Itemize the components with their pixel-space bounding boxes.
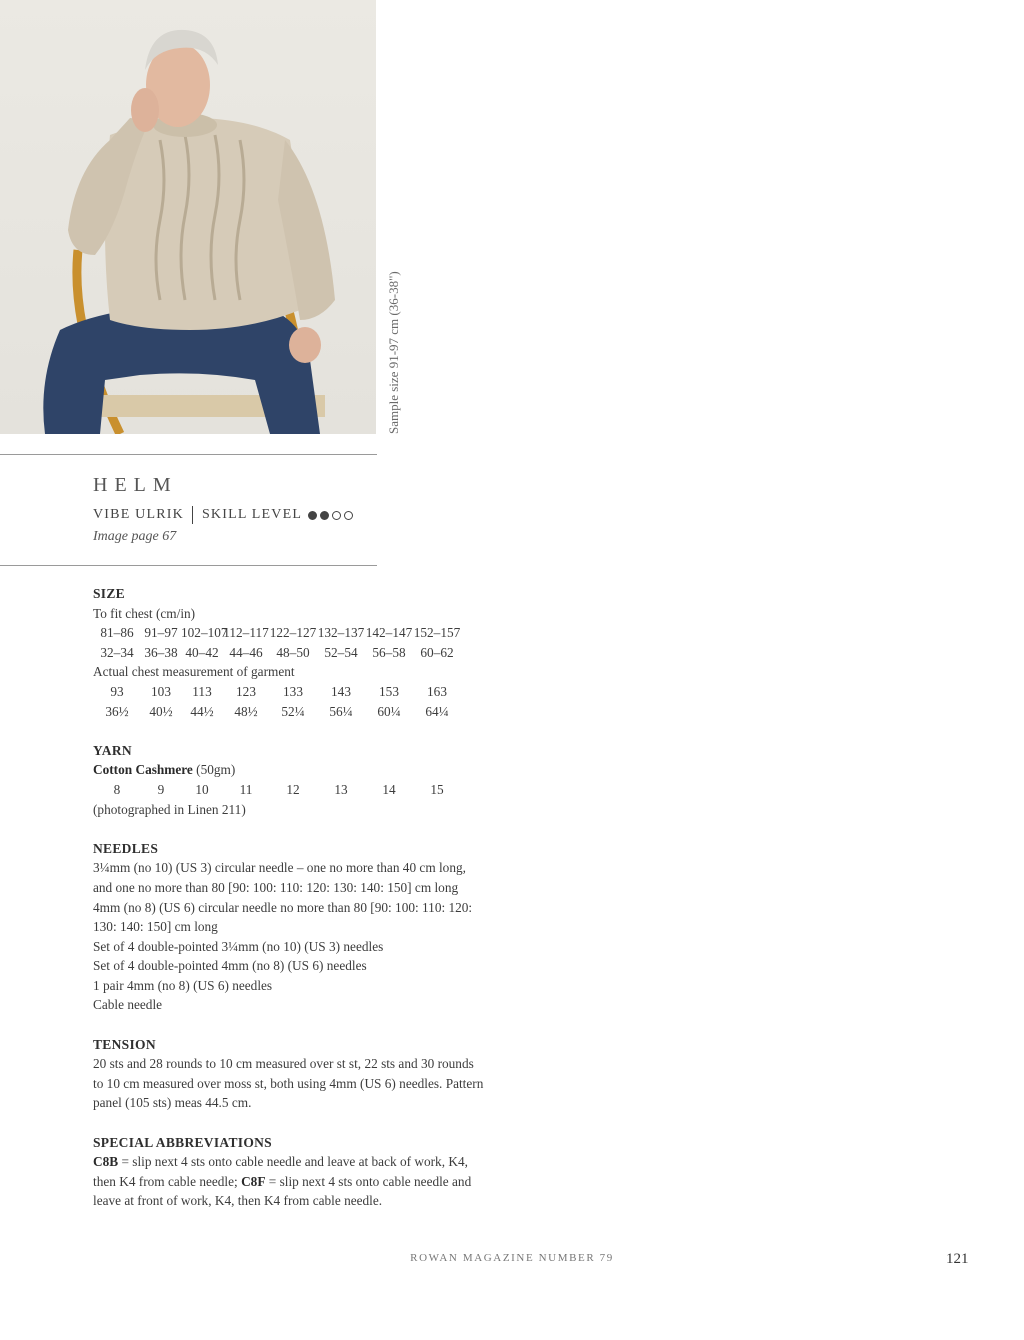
- size-value: 40½: [149, 703, 173, 719]
- page-number: 121: [946, 1251, 969, 1267]
- abbreviations-section: [93, 1133, 513, 1211]
- skill-dot-empty: [332, 511, 341, 520]
- needle-line: 3¼mm (no 10) (US 3) circular needle – one no more than 40 cm long,: [93, 860, 466, 876]
- yarn-note: (photographed in Linen 211): [93, 801, 246, 817]
- yarn-name: Cotton Cashmere: [93, 762, 193, 778]
- skill-dot-empty: [344, 511, 353, 520]
- size-value: 81–86: [100, 625, 134, 641]
- size-value: 48½: [234, 703, 258, 719]
- size-value: 133: [283, 683, 303, 699]
- skill-dot-filled: [320, 511, 329, 520]
- size-value: 52–54: [324, 644, 358, 660]
- to-fit-cm-row: [93, 623, 513, 643]
- size-value: 152–157: [413, 625, 461, 641]
- size-value: 142–147: [365, 625, 413, 641]
- byline: [93, 506, 353, 524]
- yarn-heading: YARN: [93, 742, 132, 758]
- sample-size-caption: Sample size 91-97 cm (36-38"): [386, 271, 401, 434]
- needles-section: [93, 839, 513, 1015]
- abbreviation-line: leave at front of work, K4, then K4 from cable needle.: [93, 1193, 383, 1209]
- image-page-reference: Image page 67: [93, 529, 177, 544]
- size-value: 163: [427, 683, 447, 699]
- header-top-rule: [0, 454, 377, 455]
- tension-line: 20 sts and 28 rounds to 10 cm measured over st st, 22 sts and 30 rounds: [93, 1056, 474, 1072]
- size-value: 8: [113, 781, 121, 797]
- size-value: 44½: [190, 703, 214, 719]
- magazine-footer: ROWAN MAGAZINE NUMBER 79: [410, 1252, 614, 1264]
- size-value: 36–38: [144, 644, 178, 660]
- size-value: 32–34: [100, 644, 134, 660]
- needle-line: 130: 140: 150] cm long: [93, 919, 218, 935]
- size-heading: SIZE: [93, 586, 125, 601]
- size-value: 56–58: [372, 644, 406, 660]
- pattern-details: [93, 584, 513, 1231]
- size-value: 60–62: [420, 644, 454, 660]
- size-value: 15: [430, 781, 444, 797]
- size-value: 14: [382, 781, 396, 797]
- yarn-balls-row: [93, 780, 513, 800]
- size-value: 36½: [105, 703, 129, 719]
- tension-line: to 10 cm measured over moss st, both using 4mm (US 6) needles. Pattern: [93, 1075, 484, 1091]
- needle-line: Cable needle: [93, 997, 163, 1013]
- size-value: 56¼: [329, 703, 353, 719]
- tension-line: panel (105 sts) meas 44.5 cm.: [93, 1095, 252, 1111]
- yarn-weight: (50gm): [196, 762, 236, 778]
- size-value: 153: [379, 683, 399, 699]
- skill-level-label: SKILL LEVEL: [201, 507, 303, 522]
- yarn-name-line: [93, 760, 513, 780]
- needles-heading: NEEDLES: [93, 840, 159, 856]
- size-value: 122–127: [269, 625, 317, 641]
- size-value: 93: [110, 683, 124, 699]
- size-value: 9: [157, 781, 165, 797]
- actual-cm-row: [93, 682, 513, 702]
- c8f-term: C8F: [241, 1173, 266, 1189]
- actual-in-row: [93, 702, 513, 722]
- needle-line: 1 pair 4mm (no 8) (US 6) needles: [93, 977, 273, 993]
- model-illustration: [0, 0, 376, 434]
- header-bottom-rule: [0, 565, 377, 566]
- designer-name: VIBE ULRIK: [93, 507, 184, 522]
- pattern-title: HELM: [93, 474, 178, 496]
- size-value: 44–46: [229, 644, 263, 660]
- skill-level-dots: [308, 511, 353, 520]
- size-value: 12: [286, 781, 300, 797]
- needle-line: and one no more than 80 [90: 100: 110: 120: 130: 140: 150] cm long: [93, 879, 459, 895]
- c8b-definition-cont: then K4 from cable needle;: [93, 1173, 242, 1189]
- c8f-definition: = slip next 4 sts onto cable needle and: [265, 1173, 472, 1189]
- size-value: 11: [239, 781, 253, 797]
- actual-chest-label: Actual chest measurement of garment: [93, 664, 295, 680]
- size-value: 48–50: [276, 644, 310, 660]
- size-value: 123: [236, 683, 256, 699]
- size-value: 10: [195, 781, 209, 797]
- to-fit-in-row: [93, 643, 513, 663]
- size-value: 60¼: [377, 703, 401, 719]
- abbreviation-line: [93, 1172, 513, 1192]
- to-fit-label: To fit chest (cm/in): [93, 605, 196, 621]
- abbreviations-heading: SPECIAL ABBREVIATIONS: [93, 1134, 272, 1150]
- size-value: 132–137: [317, 625, 365, 641]
- model-photo: [0, 0, 376, 434]
- needle-line: Set of 4 double-pointed 4mm (no 8) (US 6) needles: [93, 958, 367, 974]
- c8b-term: C8B: [93, 1154, 119, 1170]
- size-value: 91–97: [144, 625, 178, 641]
- size-value: 13: [334, 781, 348, 797]
- size-value: 112–117: [223, 625, 269, 641]
- c8b-definition: = slip next 4 sts onto cable needle and leave at back of work, K4,: [118, 1154, 468, 1170]
- needle-line: 4mm (no 8) (US 6) circular needle no more than 80 [90: 100: 110: 120:: [93, 899, 473, 915]
- size-value: 64¼: [425, 703, 449, 719]
- needle-line: Set of 4 double-pointed 3¼mm (no 10) (US 3) needles: [93, 938, 384, 954]
- size-value: 143: [331, 683, 351, 699]
- size-value: 40–42: [185, 644, 219, 660]
- tension-heading: TENSION: [93, 1036, 156, 1052]
- size-value: 103: [151, 683, 171, 699]
- size-value: 113: [192, 683, 212, 699]
- skill-dot-filled: [308, 511, 317, 520]
- tension-section: [93, 1035, 513, 1113]
- size-value: 102–107: [181, 625, 228, 641]
- abbreviation-line: [93, 1152, 513, 1172]
- byline-divider: [192, 506, 193, 524]
- size-value: 52¼: [281, 703, 305, 719]
- size-section: [93, 584, 513, 721]
- yarn-section: [93, 741, 513, 819]
